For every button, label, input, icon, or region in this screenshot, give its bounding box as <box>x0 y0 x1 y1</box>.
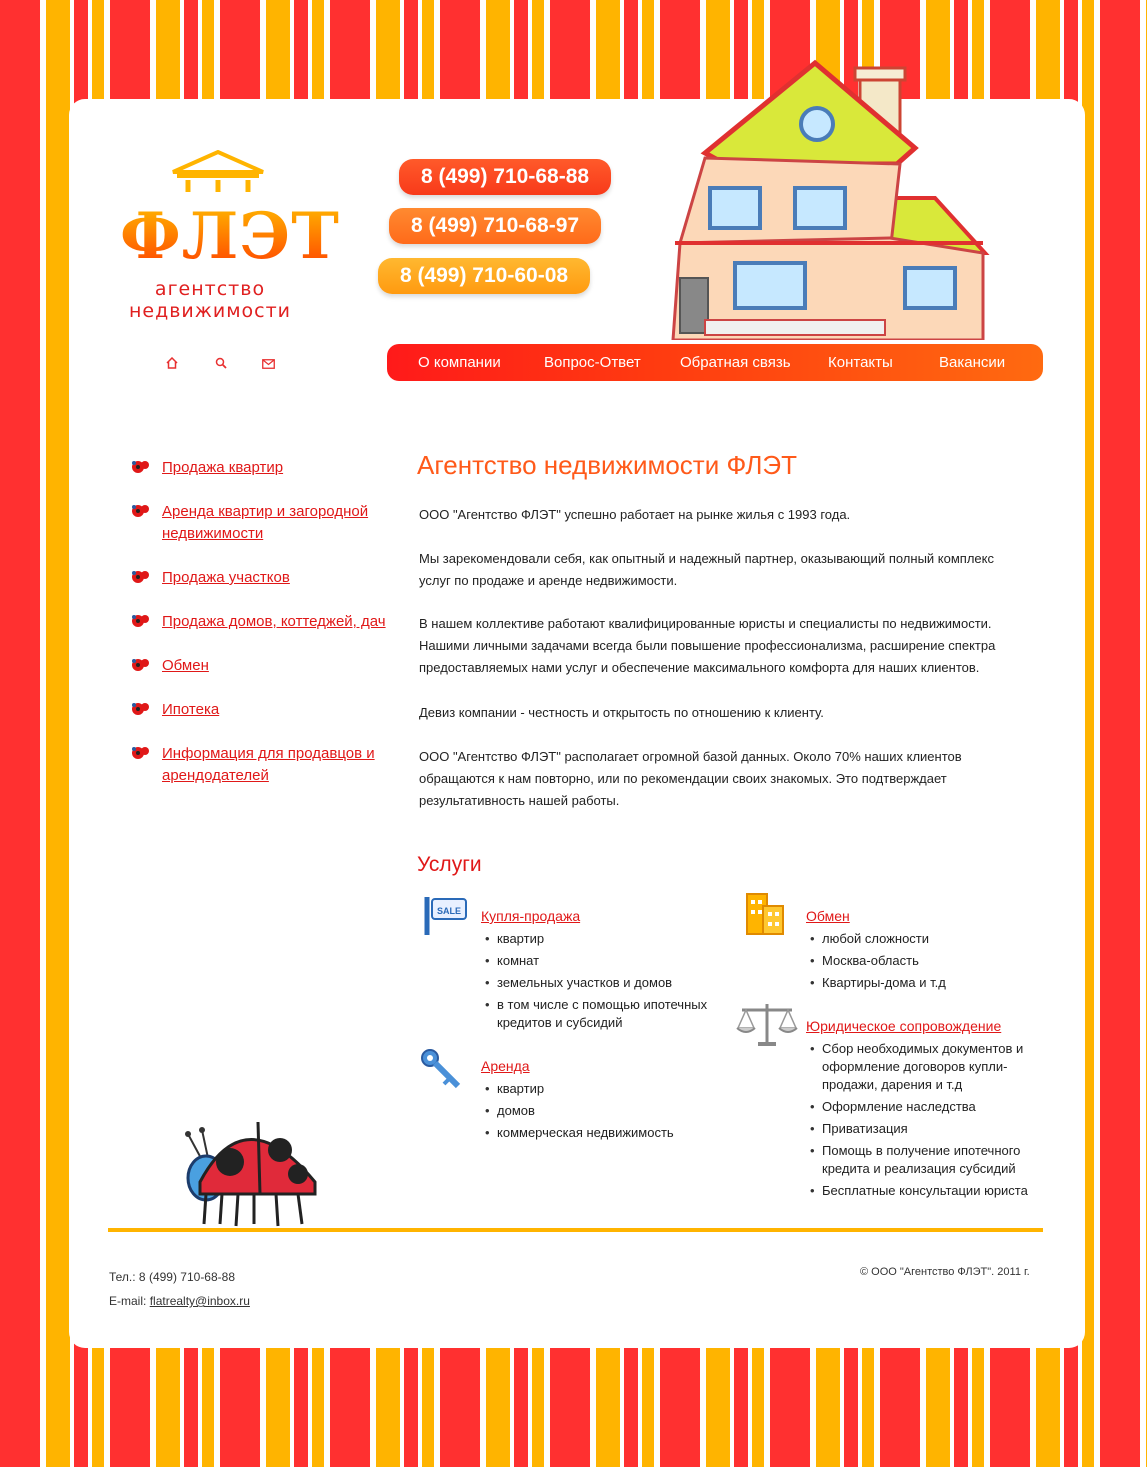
footer-email-link[interactable]: flatrealty@inbox.ru <box>149 1294 250 1308</box>
sidebar-item[interactable] <box>130 743 390 787</box>
search-icon[interactable] <box>215 357 227 372</box>
ladybug-bullet-icon <box>130 501 152 521</box>
list-item: • квартир <box>481 930 726 948</box>
sidebar-link[interactable]: Ипотека <box>162 701 220 718</box>
service-rent-link[interactable]: Аренда <box>481 1058 530 1074</box>
ladybug-bullet-icon <box>130 699 152 719</box>
nav-contacts[interactable]: Контакты <box>828 354 893 371</box>
sidebar-item[interactable] <box>130 655 390 677</box>
logo-subtitle-2: недвижимости <box>128 300 292 322</box>
sidebar-link[interactable]: Продажа квартир <box>162 459 284 476</box>
sidebar-link[interactable]: Аренда квартир и загородной недвижимости <box>162 503 369 542</box>
ladybug-bullet-icon <box>130 567 152 587</box>
services-title: Услуги <box>417 853 482 876</box>
list-item: • земельных участков и домов <box>481 974 726 992</box>
list-item: • Помощь в получение ипотечного кредита и реализация субсидий <box>806 1142 1036 1178</box>
house-illustration <box>665 58 995 340</box>
sidebar-item[interactable] <box>130 567 390 589</box>
paragraph: Мы зарекомендовали себя, как опытный и надежный партнер, оказывающий полный комплекс услуг по продаже и аренде недвижимости. <box>419 551 994 588</box>
footer-email-label: E-mail: <box>109 1294 147 1308</box>
footer-copyright: © ООО "Агентство ФЛЭТ". 2011 г. <box>860 1266 1030 1278</box>
list-item: • квартир <box>481 1080 726 1098</box>
logo-word: ФЛЭТ <box>120 199 340 274</box>
nav-vacancies[interactable]: Вакансии <box>939 354 1006 371</box>
list-item: • Сбор необходимых документов и оформление договоров купли-продажи, дарения и т.д <box>806 1040 1036 1094</box>
sidebar-link[interactable]: Продажа домов, коттеджей, дач <box>162 613 386 630</box>
page-title: Агентство недвижимости ФЛЭТ <box>417 450 797 480</box>
nav-feedback[interactable]: Обратная связь <box>680 354 791 371</box>
service-rent-list <box>481 1080 726 1146</box>
sidebar-link[interactable]: Продажа участков <box>162 569 290 586</box>
service-sale-list <box>481 930 726 1036</box>
ladybug-bullet-icon <box>130 457 152 477</box>
home-icon[interactable] <box>166 357 178 372</box>
sidebar-item[interactable] <box>130 699 390 721</box>
list-item: • любой сложности <box>806 930 1036 948</box>
list-item: • Москва-область <box>806 952 1036 970</box>
list-item: • в том числе с помощью ипотечных кредитов и субсидий <box>481 996 726 1032</box>
sidebar-item[interactable] <box>130 501 390 545</box>
list-item: • Бесплатные консультации юриста <box>806 1182 1036 1200</box>
logo-subtitle-1: агентство <box>154 278 266 300</box>
service-legal-link[interactable]: Юридическое сопровождение <box>806 1018 1002 1034</box>
paragraph: ООО "Агентство ФЛЭТ" успешно работает на рынке жилья с 1993 года. <box>419 507 851 522</box>
paragraph: В нашем коллективе работают квалифицированные юристы и специалисты по недвижимости. Нашими личными задачами всегда были повышение профессионализма, расширение спектра предоставляемых нами услуг и обеспечение максимального комфорта для наших клиентов. <box>419 616 996 675</box>
paragraph: Девиз компании - честность и открытость по отношению к клиенту. <box>419 705 824 720</box>
mail-icon[interactable] <box>262 358 275 372</box>
paragraph: ООО "Агентство ФЛЭТ" располагает огромной базой данных. Около 70% наших клиентов обращаются к нам повторно, или по рекомендации своих знакомых. Это подтверждает результативность нашей работы. <box>419 749 962 808</box>
footer-phone: Тел.: 8 (499) 710-68-88 <box>109 1270 235 1284</box>
sidebar-link[interactable]: Информация для продавцов и арендодателей <box>162 745 375 784</box>
phone-badge-3[interactable]: 8 (499) 710-60-08 <box>378 258 590 294</box>
temple-logo-icon <box>163 150 273 195</box>
footer-email <box>109 1294 250 1308</box>
ladybug-bullet-icon <box>130 655 152 675</box>
nav-about[interactable]: О компании <box>418 354 501 371</box>
ladybug-bullet-icon <box>130 743 152 763</box>
list-item: • Приватизация <box>806 1120 1036 1138</box>
logo[interactable] <box>115 150 340 330</box>
sidebar-link[interactable]: Обмен <box>162 657 209 674</box>
phone-badge-2[interactable]: 8 (499) 710-68-97 <box>389 208 601 244</box>
service-exchange-list <box>806 930 1036 996</box>
list-item: • коммерческая недвижимость <box>481 1124 726 1142</box>
list-item: • Квартиры-дома и т.д <box>806 974 1036 992</box>
service-exchange-link[interactable]: Обмен <box>806 908 850 924</box>
sidebar-item[interactable] <box>130 611 392 633</box>
service-legal-list <box>806 1040 1036 1204</box>
svg-text:SALE: SALE <box>436 906 462 916</box>
main-nav <box>387 344 1043 381</box>
buildings-icon <box>745 892 787 936</box>
footer-divider <box>108 1228 1043 1232</box>
key-icon <box>420 1048 462 1090</box>
list-item: • домов <box>481 1102 726 1120</box>
list-item: • Оформление наследства <box>806 1098 1036 1116</box>
sidebar-item[interactable] <box>130 457 390 479</box>
phone-badge-1[interactable]: 8 (499) 710-68-88 <box>399 159 611 195</box>
service-sale-link[interactable]: Купля-продажа <box>481 908 581 924</box>
ladybug-bullet-icon <box>130 611 152 631</box>
sale-sign-icon <box>418 893 470 937</box>
nav-faq[interactable]: Вопрос-Ответ <box>544 354 641 371</box>
scales-icon <box>736 1000 798 1048</box>
ladybug-illustration <box>180 1112 325 1230</box>
list-item: • комнат <box>481 952 726 970</box>
